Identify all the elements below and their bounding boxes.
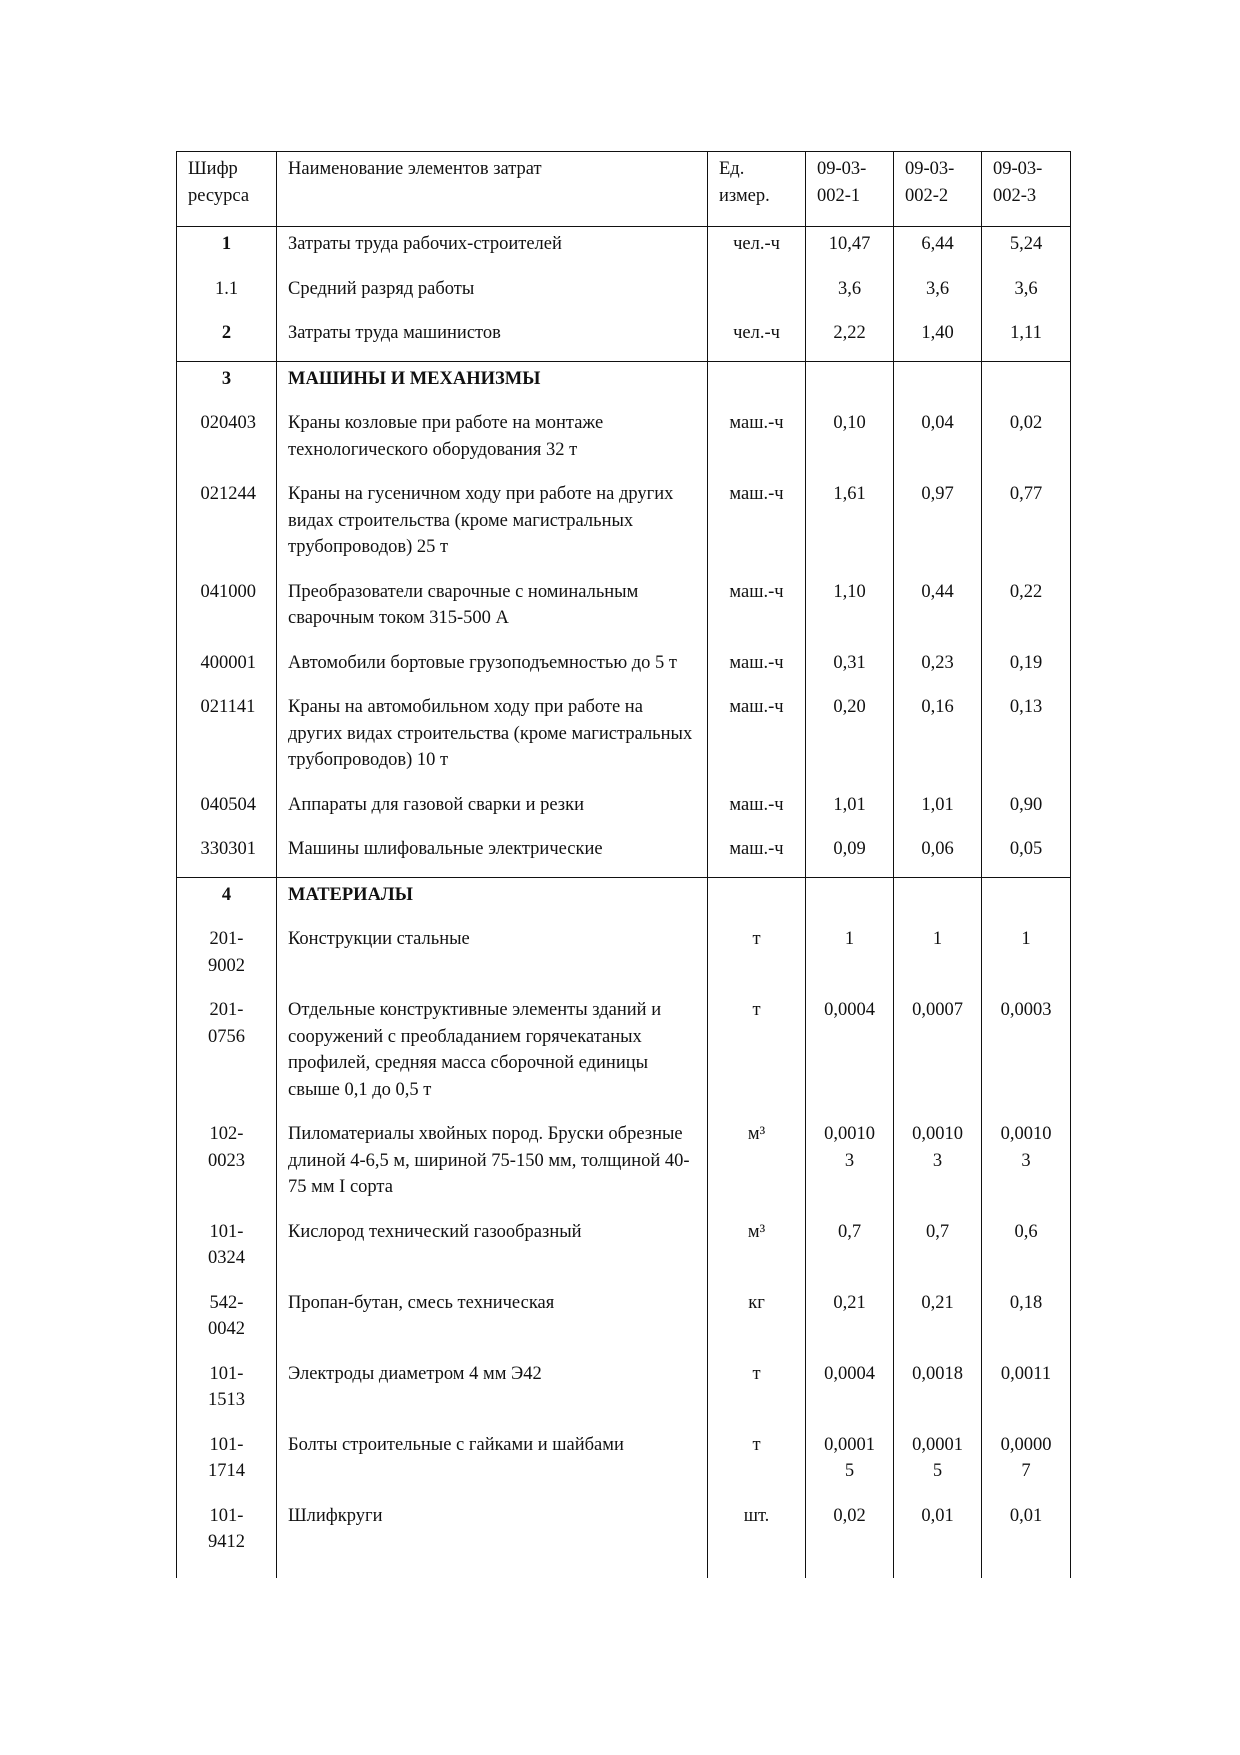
resource-code-cell xyxy=(177,361,277,406)
norm-value-2-cell xyxy=(894,788,982,833)
resource-code-cell xyxy=(177,1499,277,1578)
norm-value-3: 0,90 xyxy=(1009,794,1043,815)
norm-value-1-cell xyxy=(806,406,894,477)
header-norm-2: 09-03-002-2 xyxy=(894,152,982,227)
unit-of-measure: маш.-ч xyxy=(708,788,806,833)
unit-of-measure: чел.-ч xyxy=(708,227,806,272)
resource-code: 201-0756 xyxy=(208,1000,245,1047)
norm-value-3-cell xyxy=(982,1215,1071,1286)
cost-element-name: Электроды диаметром 4 мм Э42 xyxy=(277,1357,708,1428)
norm-value-1: 0,31 xyxy=(833,652,866,673)
norm-value-3-cell xyxy=(982,1117,1071,1215)
cost-element-name: Краны козловые при работе на монтаже технологического оборудования 32 т xyxy=(277,406,708,477)
cost-element-name: Болты строительные с гайками и шайбами xyxy=(277,1428,708,1499)
norm-value-2: 0,06 xyxy=(921,839,954,859)
resource-code: 102-0023 xyxy=(208,1124,245,1171)
table-row xyxy=(177,1428,1071,1499)
table-row xyxy=(177,646,1071,691)
norm-value-2: 6,44 xyxy=(921,234,954,254)
resource-code-cell xyxy=(177,646,277,691)
norm-value-3-cell xyxy=(982,690,1071,788)
norm-value-2-cell xyxy=(894,361,982,406)
resource-code-cell xyxy=(177,690,277,788)
resource-code: 2 xyxy=(221,323,232,343)
table-section xyxy=(177,361,1071,877)
norm-value-2-cell xyxy=(894,1499,982,1578)
norm-value-3: 0,77 xyxy=(1009,484,1043,504)
norm-value-2-cell xyxy=(894,690,982,788)
norm-value-3-cell xyxy=(982,877,1071,922)
resource-code: 021141 xyxy=(200,697,256,717)
norm-value-2: 0,04 xyxy=(921,413,954,433)
resource-code-cell xyxy=(177,272,277,317)
table-row xyxy=(177,227,1071,272)
resource-code-cell xyxy=(177,575,277,646)
norm-value-3-cell xyxy=(982,272,1071,317)
norm-value-1: 1,10 xyxy=(833,581,866,602)
unit-of-measure: маш.-ч xyxy=(708,690,806,788)
cost-element-name: Автомобили бортовые грузоподъемностью до 5 т xyxy=(277,646,708,691)
norm-value-2: 0,0018 xyxy=(912,1363,963,1384)
norm-value-3: 0,02 xyxy=(1009,413,1043,433)
norm-value-2: 0,00015 xyxy=(912,1434,963,1481)
unit-of-measure: маш.-ч xyxy=(708,832,806,877)
header-norm-3: 09-03-002-3 xyxy=(982,152,1071,227)
norm-value-2: 1 xyxy=(932,929,943,949)
norm-value-2-cell xyxy=(894,272,982,317)
header-norm-1: 09-03-002-1 xyxy=(806,152,894,227)
resource-code: 101-9412 xyxy=(208,1505,245,1552)
norm-value-3-cell xyxy=(982,361,1071,406)
table-row xyxy=(177,788,1071,833)
unit-of-measure: м³ xyxy=(708,1117,806,1215)
resource-code-cell xyxy=(177,406,277,477)
resource-code: 040504 xyxy=(200,794,256,815)
norm-value-3: 0,18 xyxy=(1009,1292,1043,1313)
cost-element-name: Пропан-бутан, смесь техническая xyxy=(277,1286,708,1357)
unit-of-measure: чел.-ч xyxy=(708,316,806,361)
norm-value-2: 0,44 xyxy=(921,581,954,602)
norm-value-1-cell xyxy=(806,361,894,406)
resource-code-cell xyxy=(177,922,277,993)
unit-of-measure: т xyxy=(708,922,806,993)
table-header xyxy=(177,152,1071,227)
norm-value-3-cell xyxy=(982,406,1071,477)
norm-value-1-cell xyxy=(806,1286,894,1357)
resource-code: 400001 xyxy=(200,652,256,673)
norm-value-1: 0,7 xyxy=(837,1221,862,1242)
norm-value-1: 10,47 xyxy=(828,234,871,254)
header-name: Наименование элементов затрат xyxy=(277,152,708,227)
norm-value-3-cell xyxy=(982,993,1071,1117)
norm-value-1: 0,21 xyxy=(833,1292,866,1313)
norm-value-1-cell xyxy=(806,272,894,317)
cost-element-name: Машины шлифовальные электрические xyxy=(277,832,708,877)
norm-value-3: 1,11 xyxy=(1010,323,1042,343)
norm-value-2: 0,21 xyxy=(921,1292,954,1313)
norm-value-1: 1,61 xyxy=(833,484,866,504)
norm-value-2-cell xyxy=(894,406,982,477)
unit-of-measure xyxy=(708,272,806,317)
norm-value-1-cell xyxy=(806,1357,894,1428)
norm-value-3: 3,6 xyxy=(1014,278,1038,299)
unit-of-measure xyxy=(708,361,806,406)
norm-value-2-cell xyxy=(894,993,982,1117)
norm-value-1: 1,01 xyxy=(833,794,866,815)
resource-code: 021244 xyxy=(200,484,256,504)
resource-code: 101-0324 xyxy=(208,1221,245,1268)
cost-element-name: Шлифкруги xyxy=(277,1499,708,1578)
norm-value-3: 1 xyxy=(1021,929,1031,949)
norm-value-3: 0,01 xyxy=(1009,1505,1043,1526)
norm-value-1: 0,10 xyxy=(833,413,866,433)
resource-code-cell xyxy=(177,832,277,877)
norm-value-1-cell xyxy=(806,646,894,691)
resource-code: 041000 xyxy=(200,581,256,602)
resource-code: 101-1513 xyxy=(208,1363,245,1410)
cost-element-name: Затраты труда рабочих-строителей xyxy=(277,227,708,272)
norm-value-1-cell xyxy=(806,316,894,361)
unit-of-measure: маш.-ч xyxy=(708,406,806,477)
norm-value-3-cell xyxy=(982,788,1071,833)
resource-code-cell xyxy=(177,1117,277,1215)
unit-of-measure: маш.-ч xyxy=(708,477,806,575)
norm-value-1: 1 xyxy=(844,929,855,949)
norm-value-1-cell xyxy=(806,1117,894,1215)
header-code: Шифр ресурса xyxy=(177,152,277,227)
cost-element-name: Кислород технический газообразный xyxy=(277,1215,708,1286)
cost-element-name: Конструкции стальные xyxy=(277,922,708,993)
norm-value-3-cell xyxy=(982,832,1071,877)
norm-value-2-cell xyxy=(894,832,982,877)
unit-of-measure xyxy=(708,877,806,922)
norm-value-2-cell xyxy=(894,922,982,993)
norm-value-2: 0,97 xyxy=(921,484,954,504)
norm-value-3-cell xyxy=(982,1428,1071,1499)
unit-of-measure: шт. xyxy=(708,1499,806,1578)
norm-value-1: 0,20 xyxy=(833,697,866,717)
table-row xyxy=(177,1215,1071,1286)
norm-value-2-cell xyxy=(894,646,982,691)
table-row xyxy=(177,1286,1071,1357)
norm-value-3: 0,13 xyxy=(1009,697,1043,717)
norm-value-3: 0,0003 xyxy=(1000,1000,1052,1020)
norm-value-1-cell xyxy=(806,832,894,877)
resource-code: 201-9002 xyxy=(208,929,245,976)
norm-value-3: 5,24 xyxy=(1009,234,1043,254)
norm-value-1: 0,00103 xyxy=(824,1124,875,1171)
norm-value-3-cell xyxy=(982,1357,1071,1428)
unit-of-measure: м³ xyxy=(708,1215,806,1286)
norm-value-2: 0,0007 xyxy=(912,1000,963,1020)
norm-value-3-cell xyxy=(982,1286,1071,1357)
norm-value-2: 0,7 xyxy=(925,1221,950,1242)
resource-code: 020403 xyxy=(200,413,256,433)
norm-value-3: 0,6 xyxy=(1014,1221,1038,1242)
resource-code: 542-0042 xyxy=(208,1292,245,1339)
resource-code-cell xyxy=(177,788,277,833)
norm-value-2: 1,40 xyxy=(921,323,954,343)
norm-value-2-cell xyxy=(894,1215,982,1286)
resource-code-cell xyxy=(177,227,277,272)
norm-value-1: 0,02 xyxy=(833,1505,866,1526)
cost-element-name: Краны на гусеничном ходу при работе на других видах строительства (кроме магистральных трубопроводов) 25 т xyxy=(277,477,708,575)
resource-code: 1 xyxy=(221,234,232,254)
table-row xyxy=(177,316,1071,361)
unit-of-measure: т xyxy=(708,993,806,1117)
resource-code: 1.1 xyxy=(214,278,239,299)
unit-of-measure: маш.-ч xyxy=(708,575,806,646)
norm-value-2: 0,00103 xyxy=(912,1124,963,1171)
norm-value-3-cell xyxy=(982,1499,1071,1578)
norm-value-1: 0,0004 xyxy=(824,1363,875,1384)
resource-code-cell xyxy=(177,877,277,922)
table-row xyxy=(177,832,1071,877)
norm-value-1: 0,09 xyxy=(833,839,866,859)
table-section xyxy=(177,877,1071,1578)
norm-value-2-cell xyxy=(894,1117,982,1215)
resource-code-cell xyxy=(177,1286,277,1357)
table-row xyxy=(177,406,1071,477)
resource-code: 101-1714 xyxy=(208,1434,245,1481)
cost-element-name: Преобразователи сварочные с номинальным сварочным током 315-500 А xyxy=(277,575,708,646)
header-unit: Ед. измер. xyxy=(708,152,806,227)
unit-of-measure: т xyxy=(708,1428,806,1499)
norm-value-2: 0,23 xyxy=(921,652,954,673)
cost-element-name: Затраты труда машинистов xyxy=(277,316,708,361)
table-row xyxy=(177,993,1071,1117)
cost-element-name: Краны на автомобильном ходу при работе на других видах строительства (кроме магистральных трубопроводов) 10 т xyxy=(277,690,708,788)
norm-value-2-cell xyxy=(894,575,982,646)
norm-value-1: 0,00015 xyxy=(824,1434,875,1481)
cost-element-name: Аппараты для газовой сварки и резки xyxy=(277,788,708,833)
norm-value-1-cell xyxy=(806,1428,894,1499)
norm-value-2-cell xyxy=(894,877,982,922)
table-section xyxy=(177,227,1071,362)
norm-value-1: 0,0004 xyxy=(824,1000,875,1020)
norm-value-2-cell xyxy=(894,1428,982,1499)
cost-element-name: Средний разряд работы xyxy=(277,272,708,317)
norm-value-3: 0,22 xyxy=(1009,581,1043,602)
norm-value-2: 0,01 xyxy=(921,1505,954,1526)
unit-of-measure: т xyxy=(708,1357,806,1428)
table-row xyxy=(177,1357,1071,1428)
norm-value-1: 3,6 xyxy=(837,278,862,299)
norm-value-1: 2,22 xyxy=(833,323,866,343)
norm-value-1-cell xyxy=(806,922,894,993)
resource-code: 3 xyxy=(221,368,232,389)
resource-code-cell xyxy=(177,1428,277,1499)
resource-code-cell xyxy=(177,477,277,575)
table-row xyxy=(177,877,1071,922)
table-row xyxy=(177,1117,1071,1215)
norm-value-2-cell xyxy=(894,227,982,272)
resource-norms-table xyxy=(176,151,1071,1578)
norm-value-3: 0,00007 xyxy=(1000,1434,1052,1481)
norm-value-3: 0,19 xyxy=(1009,652,1043,673)
norm-value-1-cell xyxy=(806,690,894,788)
norm-value-3-cell xyxy=(982,477,1071,575)
norm-value-2-cell xyxy=(894,1357,982,1428)
resource-code-cell xyxy=(177,316,277,361)
norm-value-1-cell xyxy=(806,575,894,646)
norm-value-2-cell xyxy=(894,477,982,575)
resource-code-cell xyxy=(177,993,277,1117)
norm-value-1-cell xyxy=(806,877,894,922)
norm-value-1-cell xyxy=(806,227,894,272)
table-row xyxy=(177,361,1071,406)
cost-element-name: Пиломатериалы хвойных пород. Бруски обрезные длиной 4-6,5 м, шириной 75-150 мм, толщиной 40-75 мм I сорта xyxy=(277,1117,708,1215)
table-row xyxy=(177,1499,1071,1578)
norm-value-2: 3,6 xyxy=(925,278,950,299)
table-row xyxy=(177,272,1071,317)
resource-code: 330301 xyxy=(200,839,256,859)
table-row xyxy=(177,690,1071,788)
norm-value-1-cell xyxy=(806,1499,894,1578)
norm-value-1-cell xyxy=(806,993,894,1117)
norm-value-3-cell xyxy=(982,646,1071,691)
norm-value-1-cell xyxy=(806,1215,894,1286)
table-row xyxy=(177,575,1071,646)
norm-value-3: 0,00103 xyxy=(1000,1124,1052,1171)
cost-element-name: МАШИНЫ И МЕХАНИЗМЫ xyxy=(277,361,708,406)
resource-code: 4 xyxy=(221,884,232,905)
cost-element-name: МАТЕРИАЛЫ xyxy=(277,877,708,922)
norm-value-2: 1,01 xyxy=(921,794,954,815)
norm-value-2: 0,16 xyxy=(921,697,954,717)
unit-of-measure: маш.-ч xyxy=(708,646,806,691)
norm-value-2-cell xyxy=(894,316,982,361)
cost-element-name: Отдельные конструктивные элементы зданий и сооружений с преобладанием горячекатаных профилей, средняя масса сборочной единицы свыше 0,1 до 0,5 т xyxy=(277,993,708,1117)
norm-value-3: 0,05 xyxy=(1009,839,1043,859)
table-row xyxy=(177,922,1071,993)
norm-value-3-cell xyxy=(982,316,1071,361)
resource-code-cell xyxy=(177,1215,277,1286)
norm-value-3-cell xyxy=(982,575,1071,646)
norm-value-1-cell xyxy=(806,788,894,833)
norm-value-3: 0,0011 xyxy=(1000,1363,1052,1384)
norm-value-2-cell xyxy=(894,1286,982,1357)
norm-value-3-cell xyxy=(982,227,1071,272)
resource-code-cell xyxy=(177,1357,277,1428)
table-row xyxy=(177,477,1071,575)
norm-value-3-cell xyxy=(982,922,1071,993)
unit-of-measure: кг xyxy=(708,1286,806,1357)
norm-value-1-cell xyxy=(806,477,894,575)
